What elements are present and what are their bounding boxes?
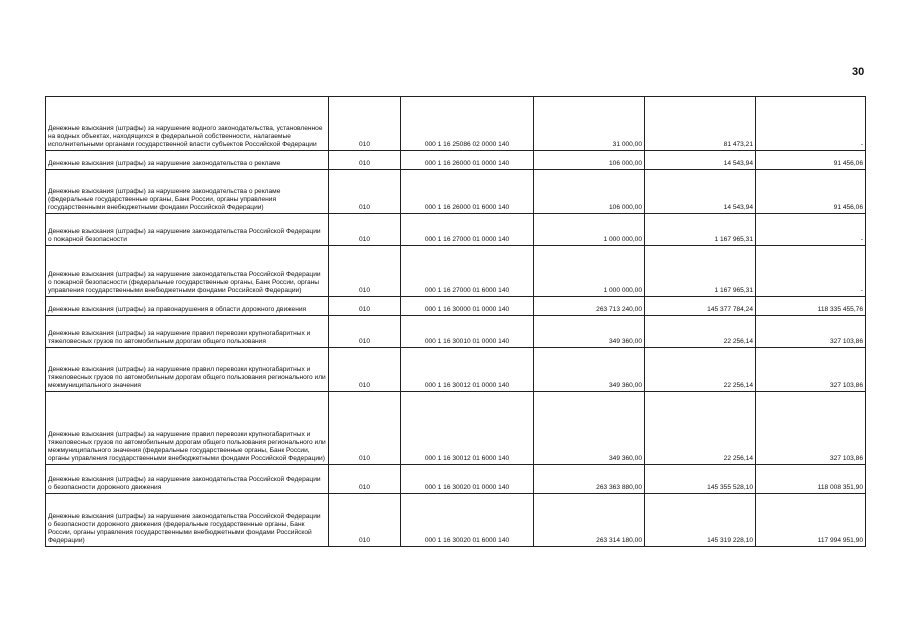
row-remaining: - (756, 214, 866, 246)
row-executed: 145 319 228,10 (645, 494, 756, 547)
row-plan: 263 314 180,00 (534, 494, 645, 547)
row-remaining: 327 103,86 (756, 348, 866, 392)
revenue-table (45, 96, 866, 547)
row-kbk: 000 1 16 30000 01 0000 140 (401, 297, 534, 316)
row-code: 010 (329, 316, 401, 348)
row-name: Денежные взыскания (штрафы) за нарушение законодательства Российской Федерации о пожарной безопасности (46, 214, 329, 246)
row-executed: 145 377 784,24 (645, 297, 756, 316)
row-code: 010 (329, 297, 401, 316)
row-kbk: 000 1 16 30012 01 6000 140 (401, 392, 534, 465)
row-remaining: 327 103,86 (756, 316, 866, 348)
row-name: Денежные взыскания (штрафы) за правонарушения в области дорожного движения (46, 297, 329, 316)
row-executed: 22 256,14 (645, 392, 756, 465)
row-code: 010 (329, 494, 401, 547)
row-name: Денежные взыскания (штрафы) за нарушение законодательства о рекламе (федеральные государственные органы, Банк России, органы управления государственными внебюджетными фондами Российской Федерации) (46, 170, 329, 214)
row-remaining: - (756, 97, 866, 151)
table-row (46, 494, 866, 547)
row-name: Денежные взыскания (штрафы) за нарушение правил перевозки крупногабаритных и тяжеловесных грузов по автомобильным дорогам общего пользования (46, 316, 329, 348)
row-plan: 263 713 240,00 (534, 297, 645, 316)
table-row (46, 246, 866, 297)
table-row (46, 316, 866, 348)
row-code: 010 (329, 246, 401, 297)
table-row (46, 151, 866, 170)
row-executed: 22 256,14 (645, 348, 756, 392)
row-plan: 31 000,00 (534, 97, 645, 151)
row-name: Денежные взыскания (штрафы) за нарушение законодательства о рекламе (46, 151, 329, 170)
row-name: Денежные взыскания (штрафы) за нарушение водного законодательства, установленное на водных объектах, находящихся в федеральной собственности, налагаемые исполнительными органами государственной власти субъектов Российской Федерации (46, 97, 329, 151)
row-kbk: 000 1 16 27000 01 0000 140 (401, 214, 534, 246)
row-kbk: 000 1 16 30020 01 6000 140 (401, 494, 534, 547)
row-remaining: 118 335 455,76 (756, 297, 866, 316)
table-row (46, 392, 866, 465)
row-plan: 349 360,00 (534, 392, 645, 465)
row-executed: 145 355 528,10 (645, 465, 756, 494)
row-kbk: 000 1 16 30010 01 0000 140 (401, 316, 534, 348)
row-plan: 349 360,00 (534, 316, 645, 348)
table-row (46, 214, 866, 246)
row-kbk: 000 1 16 25086 02 0000 140 (401, 97, 534, 151)
row-name: Денежные взыскания (штрафы) за нарушение законодательства Российской Федерации о безопасности дорожного движения (46, 465, 329, 494)
row-plan: 263 363 880,00 (534, 465, 645, 494)
row-plan: 106 000,00 (534, 151, 645, 170)
row-code: 010 (329, 97, 401, 151)
row-kbk: 000 1 16 26000 01 6000 140 (401, 170, 534, 214)
row-code: 010 (329, 214, 401, 246)
row-code: 010 (329, 465, 401, 494)
row-executed: 1 167 965,31 (645, 246, 756, 297)
row-executed: 22 256,14 (645, 316, 756, 348)
row-plan: 1 000 000,00 (534, 214, 645, 246)
row-name: Денежные взыскания (штрафы) за нарушение правил перевозки крупногабаритных и тяжеловесных грузов по автомобильным дорогам общего пользования регионального или межмуниципального значения (46, 348, 329, 392)
row-kbk: 000 1 16 27000 01 6000 140 (401, 246, 534, 297)
row-remaining: - (756, 246, 866, 297)
row-executed: 14 543,94 (645, 151, 756, 170)
row-kbk: 000 1 16 30012 01 0000 140 (401, 348, 534, 392)
row-plan: 349 360,00 (534, 348, 645, 392)
page-number: 30 (852, 66, 865, 78)
row-remaining: 91 456,06 (756, 170, 866, 214)
row-code: 010 (329, 392, 401, 465)
row-code: 010 (329, 170, 401, 214)
table-row (46, 297, 866, 316)
row-kbk: 000 1 16 30020 01 0000 140 (401, 465, 534, 494)
row-remaining: 118 008 351,90 (756, 465, 866, 494)
row-name: Денежные взыскания (штрафы) за нарушение правил перевозки крупногабаритных и тяжеловесных грузов по автомобильным дорогам общего пользования регионального или межмуниципального значения (федеральные государственные органы, Банк России, органы управления государственными внебюджетными фондами Российской Федерации) (46, 392, 329, 465)
table-row (46, 97, 866, 151)
row-executed: 81 473,21 (645, 97, 756, 151)
row-plan: 106 000,00 (534, 170, 645, 214)
table-row (46, 348, 866, 392)
row-remaining: 91 456,06 (756, 151, 866, 170)
row-executed: 14 543,94 (645, 170, 756, 214)
row-name: Денежные взыскания (штрафы) за нарушение законодательства Российской Федерации о пожарной безопасности (федеральные государственные органы, Банк России, органы управления государственными внебюджетными фондами Российской Федерации) (46, 246, 329, 297)
row-code: 010 (329, 348, 401, 392)
table-row (46, 465, 866, 494)
row-plan: 1 000 000,00 (534, 246, 645, 297)
row-remaining: 117 994 951,90 (756, 494, 866, 547)
row-remaining: 327 103,86 (756, 392, 866, 465)
row-kbk: 000 1 16 26000 01 0000 140 (401, 151, 534, 170)
row-code: 010 (329, 151, 401, 170)
row-name: Денежные взыскания (штрафы) за нарушение законодательства Российской Федерации о безопасности дорожного движения (федеральные государственные органы, Банк России, органы управления государственными внебюджетными фондами Российской Федерации) (46, 494, 329, 547)
table-row (46, 170, 866, 214)
row-executed: 1 167 965,31 (645, 214, 756, 246)
